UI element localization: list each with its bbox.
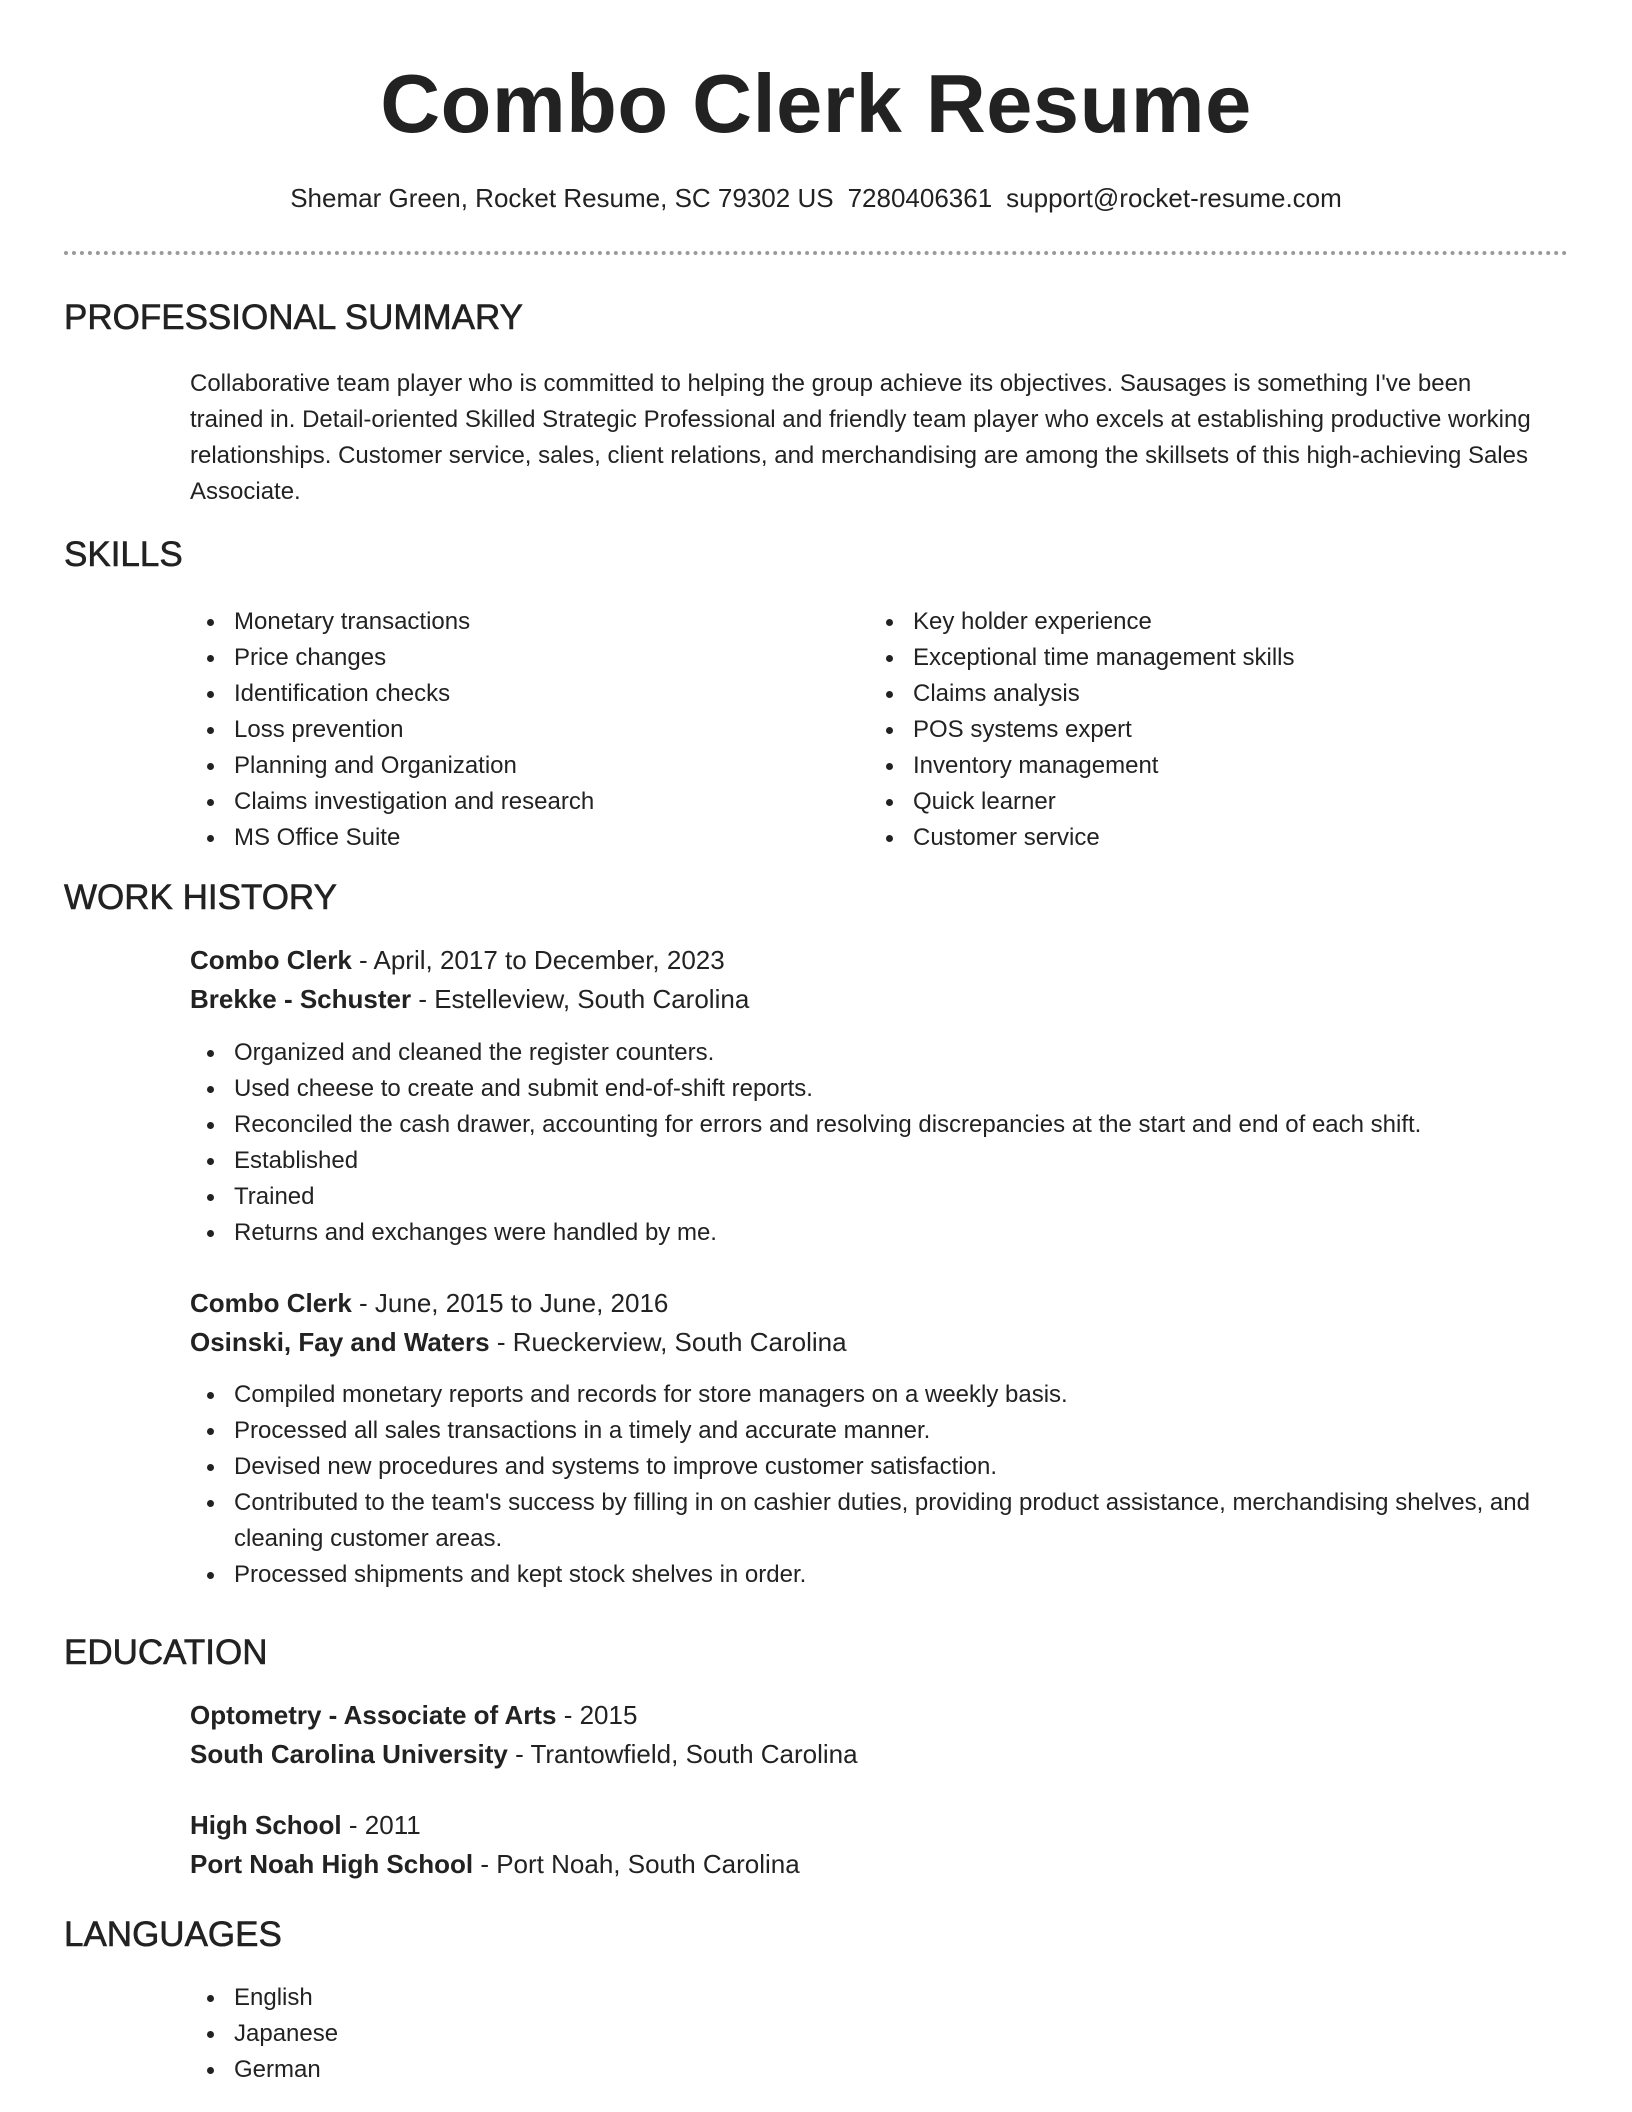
skill-item: Claims analysis xyxy=(869,676,1509,712)
job-duty: Reconciled the cash drawer, accounting for errors and resolving discrepancies at the start and end of each shift. xyxy=(190,1107,1550,1143)
languages-heading: LANGUAGES xyxy=(64,1915,282,1954)
languages-list xyxy=(190,1980,1550,2088)
job-duties-list xyxy=(190,1035,1550,1251)
job-duty: Compiled monetary reports and records for store managers on a weekly basis. xyxy=(190,1377,1550,1413)
summary-text: Collaborative team player who is committed to helping the group achieve its objectives. Sausages is something I've been trained in. Detail-oriented Skilled Strategic Professional and friendly team player who excels at establishing productive working relationships. Customer service, sales, client relations, and merchandising are among the skillsets of this high-achieving Sales Associate. xyxy=(190,370,1531,505)
job-duty: Processed shipments and kept stock shelves in order. xyxy=(190,1557,1550,1593)
job-duties xyxy=(190,1377,1550,1593)
job-location: - Rueckerview, South Carolina xyxy=(489,1327,847,1357)
job-title: Combo Clerk xyxy=(190,945,352,975)
job-duty: Used cheese to create and submit end-of-shift reports. xyxy=(190,1071,1550,1107)
resume-title: Combo Clerk Resume xyxy=(380,57,1252,150)
education-school-line xyxy=(190,1845,800,1883)
contact-line xyxy=(0,180,1632,216)
language-item: German xyxy=(190,2052,1550,2088)
skill-item: Quick learner xyxy=(869,784,1509,820)
job-title-line xyxy=(190,1284,668,1322)
skill-item: Monetary transactions xyxy=(190,604,830,640)
education-degree-line xyxy=(190,1696,637,1734)
education-school: South Carolina University xyxy=(190,1739,508,1769)
work-heading: WORK HISTORY xyxy=(64,878,337,917)
education-degree: High School xyxy=(190,1810,342,1840)
job-title: Combo Clerk xyxy=(190,1288,352,1318)
skill-item: MS Office Suite xyxy=(190,820,830,856)
education-year: - 2015 xyxy=(556,1700,638,1730)
skill-item: Price changes xyxy=(190,640,830,676)
education-school-line xyxy=(190,1735,858,1773)
skill-item: POS systems expert xyxy=(869,712,1509,748)
summary-heading: PROFESSIONAL SUMMARY xyxy=(64,298,523,337)
job-company-line xyxy=(190,980,749,1018)
job-dates: - June, 2015 to June, 2016 xyxy=(351,1288,669,1318)
contact-phone: 7280406361 xyxy=(847,183,993,213)
job-company-line xyxy=(190,1323,847,1361)
education-location: - Port Noah, South Carolina xyxy=(473,1849,800,1879)
job-duties xyxy=(190,1035,1550,1251)
job-duty: Organized and cleaned the register counters. xyxy=(190,1035,1550,1071)
job-duty: Contributed to the team's success by filling in on cashier duties, providing product assistance, merchandising shelves, and cleaning customer areas. xyxy=(190,1485,1550,1557)
languages-block xyxy=(190,1980,1550,2088)
contact-address: Shemar Green, Rocket Resume, SC 79302 US xyxy=(290,183,834,213)
job-duty: Established xyxy=(190,1143,1550,1179)
job-duty: Returns and exchanges were handled by me. xyxy=(190,1215,1550,1251)
contact-email: support@rocket-resume.com xyxy=(1006,183,1342,213)
job-title-line xyxy=(190,941,725,979)
skills-right-column xyxy=(869,604,1509,856)
job-dates: - April, 2017 to December, 2023 xyxy=(351,945,725,975)
skills-heading: SKILLS xyxy=(64,535,183,574)
job-duty: Processed all sales transactions in a timely and accurate manner. xyxy=(190,1413,1550,1449)
education-location: - Trantowfield, South Carolina xyxy=(507,1739,858,1769)
skills-left-list xyxy=(190,604,830,856)
job-company: Brekke - Schuster xyxy=(190,984,412,1014)
skill-item: Claims investigation and research xyxy=(190,784,830,820)
skill-item: Inventory management xyxy=(869,748,1509,784)
skill-item: Key holder experience xyxy=(869,604,1509,640)
skill-item: Customer service xyxy=(869,820,1509,856)
job-duties-list xyxy=(190,1377,1550,1593)
skills-left-column xyxy=(190,604,830,856)
header-divider xyxy=(64,251,1568,255)
language-item: English xyxy=(190,1980,1550,2016)
education-heading: EDUCATION xyxy=(64,1633,268,1672)
education-school: Port Noah High School xyxy=(190,1849,474,1879)
job-company: Osinski, Fay and Waters xyxy=(190,1327,490,1357)
skill-item: Loss prevention xyxy=(190,712,830,748)
skill-item: Identification checks xyxy=(190,676,830,712)
skill-item: Planning and Organization xyxy=(190,748,830,784)
skills-right-list xyxy=(869,604,1509,856)
education-degree: Optometry - Associate of Arts xyxy=(190,1700,557,1730)
job-location: - Estelleview, South Carolina xyxy=(411,984,750,1014)
education-degree-line xyxy=(190,1806,421,1844)
job-duty: Trained xyxy=(190,1179,1550,1215)
education-year: - 2011 xyxy=(341,1810,421,1840)
job-duty: Devised new procedures and systems to improve customer satisfaction. xyxy=(190,1449,1550,1485)
skill-item: Exceptional time management skills xyxy=(869,640,1509,676)
language-item: Japanese xyxy=(190,2016,1550,2052)
